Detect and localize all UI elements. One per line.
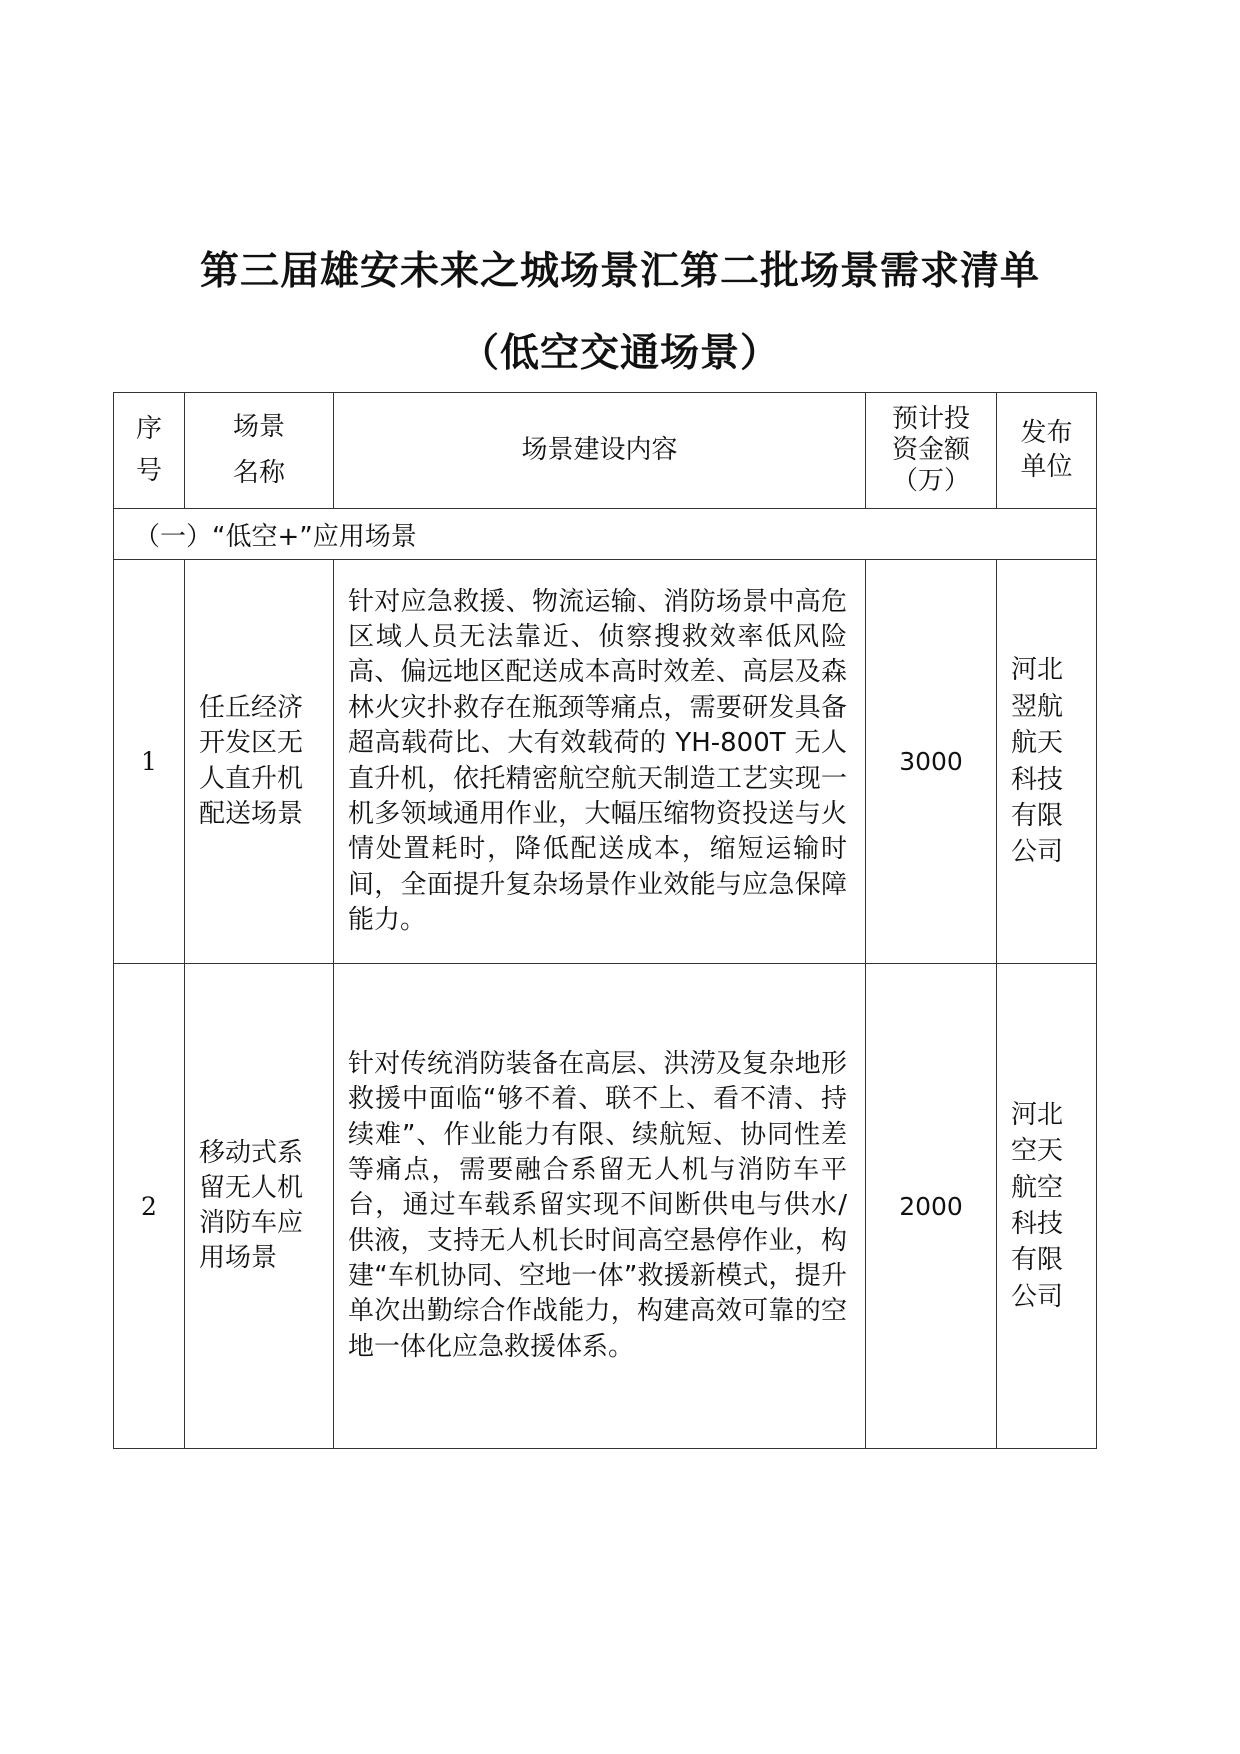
row-scenario-name: 任丘经济开发区无人直升机配送场景	[185, 560, 334, 964]
header-content: 场景建设内容	[334, 393, 866, 509]
header-publisher-line: 单位	[1020, 451, 1073, 482]
header-publisher	[997, 393, 1097, 509]
header-name-line: 名称	[232, 457, 285, 488]
header-amount-line: 资金额	[891, 434, 970, 465]
category-row	[114, 509, 1097, 560]
row-seq: 2	[114, 964, 185, 1449]
row-content: 针对应急救援、物流运输、消防场景中高危区域人员无法靠近、侦察搜救效率低风险高、偏远地区配送成本高时效差、高层及森林火灾扑救存在瓶颈等痛点，需要研发具备超高载荷比、大有效载荷的 YH-800T 无人直升机，依托精密航空航天制造工艺实现一机多领域通用作业，大幅压缩物资投送与火情处置耗时，降低配送成本，缩短运输时间，全面提升复杂场景作业效能与应急保障能力。	[334, 560, 866, 964]
header-amount	[866, 393, 997, 509]
page-subtitle: （低空交通场景）	[459, 330, 780, 376]
header-seq-line: 号	[135, 455, 162, 486]
header-seq	[114, 393, 185, 509]
header-amount-line: （万）	[891, 466, 970, 497]
row-scenario-name: 移动式系留无人机消防车应用场景	[185, 964, 334, 1449]
header-name-line: 场景	[232, 412, 285, 442]
table-row	[114, 964, 1097, 1449]
row-publisher: 河北空天航空科技有限公司	[997, 964, 1097, 1449]
row-amount: 2000	[866, 964, 997, 1449]
row-amount: 3000	[866, 560, 997, 964]
row-publisher: 河北翌航航天科技有限公司	[997, 560, 1097, 964]
header-publisher-line: 发布	[1020, 417, 1073, 448]
scenario-table	[113, 392, 1097, 1449]
row-content: 针对传统消防装备在高层、洪涝及复杂地形救援中面临“够不着、联不上、看不清、持续难”、作业能力有限、续航短、协同性差等痛点，需要融合系留无人机与消防车平台，通过车载系留实现不间断供电与供水/供液，支持无人机长时间高空悬停作业，构建“车机协同、空地一体”救援新模式，提升单次出勤综合作战能力，构建高效可靠的空地一体化应急救援体系。	[334, 964, 866, 1449]
header-seq-line: 序	[135, 413, 162, 444]
category-label: （一）“低空+”应用场景	[114, 509, 1097, 560]
table-header-row	[114, 393, 1097, 509]
header-name	[185, 393, 334, 509]
table-row	[114, 560, 1097, 964]
header-amount-line: 预计投	[891, 403, 970, 434]
page-title: 第三届雄安未来之城场景汇第二批场景需求清单	[199, 248, 1040, 294]
row-seq: 1	[114, 560, 185, 964]
